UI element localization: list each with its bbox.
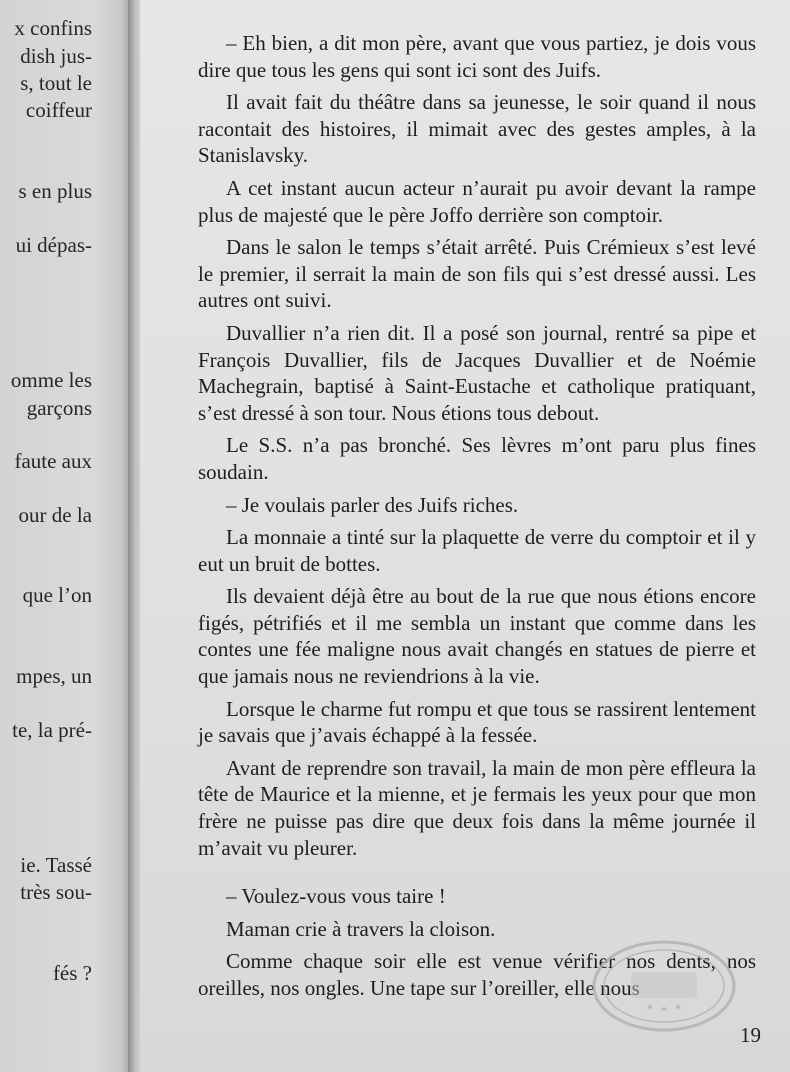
left-page-fragment: coiffeur <box>25 98 92 122</box>
paragraph: – Eh bien, a dit mon père, avant que vous partiez, je dois vous dire que tous les gens qui sont ici sont des Juifs. <box>198 31 756 82</box>
paragraph: Duvallier n’a rien dit. Il a posé son journal, rentré sa pipe et François Duvallier, fils de Jacques Duvallier et de Noémie Machegrain, baptisé à Saint-Eustache et catholique pratiquant, s’est dressé à son tour. Nous étions tous debout. <box>198 320 756 425</box>
left-page-fragment: très sou- <box>20 880 92 904</box>
paragraph: – Voulez-vous vous taire ! <box>226 884 446 909</box>
left-page-fragment: s, tout le <box>20 71 92 95</box>
right-page <box>140 0 790 1072</box>
left-page-fragment: s en plus <box>18 179 92 203</box>
paragraph: Le S.S. n’a pas bronché. Ses lèvres m’ont paru plus fines soudain. <box>198 433 756 484</box>
left-page-fragment: ui dépas- <box>15 233 92 257</box>
paragraph: Comme chaque soir elle est venue vérifier nos dents, nos oreilles, nos ongles. Une tape sur l’oreiller, elle nous <box>198 949 756 1000</box>
left-page-fragment: que l’on <box>22 583 92 607</box>
paragraph: La monnaie a tinté sur la plaquette de verre du comptoir et il y eut un bruit de bottes. <box>198 525 756 576</box>
left-page-fragment: ie. Tassé <box>20 853 92 877</box>
left-page <box>0 0 132 1072</box>
paragraph: Dans le salon le temps s’était arrêté. Puis Crémieux s’est levé le premier, il serrait la main de son fils qui s’est dressé aussi. Les autres ont suivi. <box>198 235 756 313</box>
paragraph: A cet instant aucun acteur n’aurait pu avoir devant la rampe plus de majesté que le père Joffo derrière son comptoir. <box>198 175 756 227</box>
left-page-fragment: mpes, un <box>16 664 92 688</box>
left-page-fragment: garçons <box>26 396 92 420</box>
left-page-fragment: x confins <box>14 16 92 40</box>
paragraph: – Je voulais parler des Juifs riches. <box>226 492 519 517</box>
left-page-fragment: te, la pré- <box>12 718 92 742</box>
paragraph: Lorsque le charme fut rompu et que tous se rassirent lentement je savais que j’avais échappé à la fessée. <box>198 696 756 748</box>
body-text <box>198 30 756 1008</box>
left-page-fragment: fés ? <box>52 961 92 985</box>
paragraph: Il avait fait du théâtre dans sa jeunesse, le soir quand il nous racontait des histoires, il mimait avec des gestes amples, à la Stanislavsky. <box>198 90 756 168</box>
left-page-fragment: our de la <box>18 503 92 527</box>
page-number: 19 <box>740 1023 761 1047</box>
paragraph: Avant de reprendre son travail, la main de mon père effleura la tête de Maurice et la mienne, et je fermais les yeux pour que mon frère ne puisse pas dire que deux fois dans la même journée il m’avait vu pleurer. <box>198 755 756 860</box>
paragraph: Ils devaient déjà être au bout de la rue que nous étions encore figés, pétrifiés et il me sembla un instant que comme dans les contes une fée maligne nous avait changés en statues de pierre et que jamais nous ne reviendrions à la vie. <box>198 584 756 689</box>
watermark-stamp <box>589 936 739 1036</box>
paragraph: Maman crie à travers la cloison. <box>226 916 496 941</box>
left-page-fragment: faute aux <box>14 449 92 473</box>
left-page-fragment: dish jus- <box>20 44 92 68</box>
left-page-fragment: omme les <box>10 368 92 392</box>
